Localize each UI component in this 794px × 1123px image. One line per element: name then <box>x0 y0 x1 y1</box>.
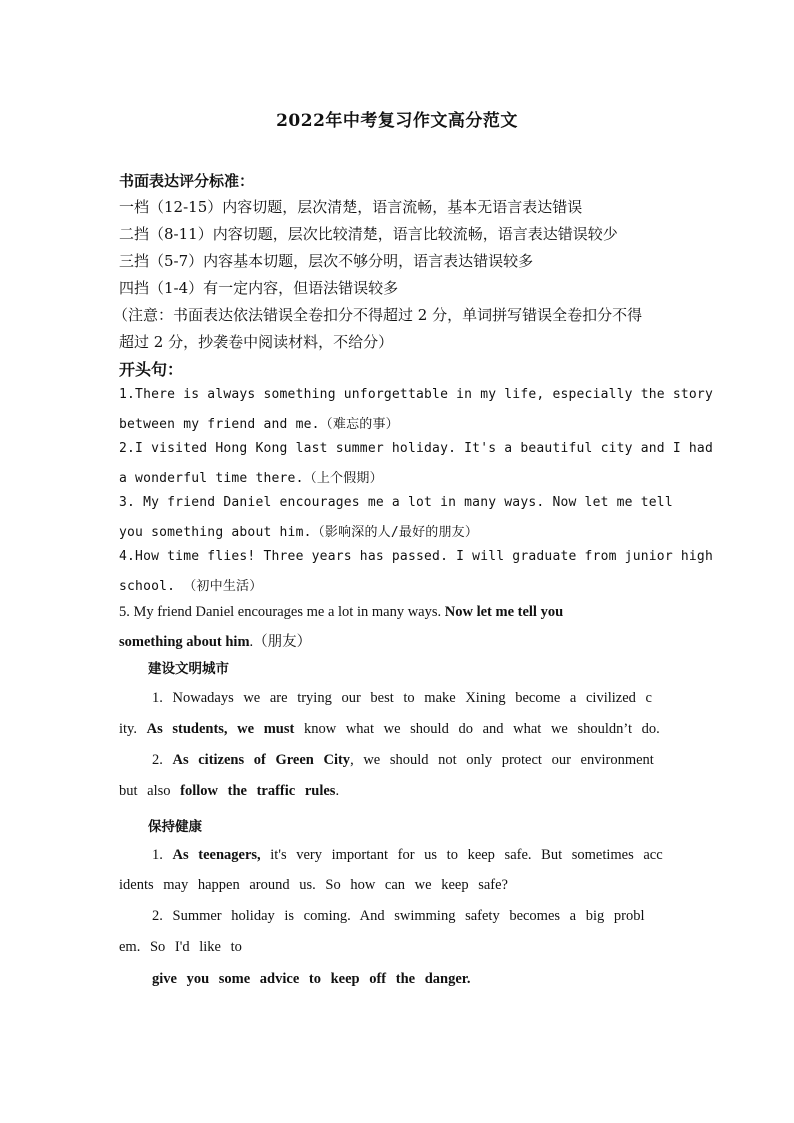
health-heading: 保持健康 <box>148 819 202 835</box>
opening-sentence-1-line-1: 1.There is always something unforgettable in my life, especially the story <box>119 387 713 402</box>
criteria-note-line-2: 超过 2 分，抄袭卷中阅读材料，不给分） <box>119 333 394 351</box>
opening-sentence-2-line-1: 2.I visited Hong Kong last summer holiday. It's a beautiful city and I had <box>119 441 713 456</box>
health-p1-number: 1. <box>152 847 173 863</box>
criteria-note-line-1: （注意：书面表达依法错误全卷扣分不得超过 2 分，单词拼写错误全卷扣分不得 <box>113 306 643 324</box>
civilized-city-p2-period: . <box>335 783 340 799</box>
civilized-city-p2-line-2 <box>119 783 339 800</box>
opening-sentence-5-text: 5. My friend Daniel encourages me a lot in many ways. <box>119 604 445 620</box>
criteria-level-3: 三挡（5-7）内容基本切题，层次不够分明，语言表达错误较多 <box>119 252 534 270</box>
civilized-city-heading: 建设文明城市 <box>148 661 229 677</box>
civilized-city-text-2: know what we should do and what we shouldn’t do. <box>294 721 660 737</box>
health-p2-line-1: 2. Summer holiday is coming. And swimming safety becomes a big probl <box>152 908 645 924</box>
criteria-heading: 书面表达评分标准： <box>119 172 255 190</box>
opening-sentence-4-line-2: school. （初中生活） <box>119 579 263 594</box>
opening-sentence-5-bold-phrase-2: something about him <box>119 634 250 650</box>
civilized-city-p2-line-1 <box>152 752 654 769</box>
civilized-city-bold-phrase: As students, we must <box>146 721 295 737</box>
opening-sentence-4-line-1: 4.How time flies! Three years has passed. I will graduate from junior high <box>119 549 713 564</box>
health-p1-bold-phrase: As teenagers, <box>172 847 261 863</box>
civilized-city-p2-text-2: but also <box>119 783 181 799</box>
opening-sentence-5-note: .（朋友） <box>249 634 312 650</box>
opening-sentence-5-line-2 <box>119 630 311 651</box>
opening-sentence-1-line-2: between my friend and me.（难忘的事） <box>119 417 399 432</box>
opening-sentence-5-line-1 <box>119 604 563 621</box>
opening-sentence-2-line-2: a wonderful time there.（上个假期） <box>119 471 383 486</box>
opening-sentence-3-line-2: you something about him.（影响深的人/最好的朋友） <box>119 525 479 540</box>
health-p1-line-1 <box>152 847 663 864</box>
criteria-level-1: 一档（12-15）内容切题，层次清楚，语言流畅，基本无语言表达错误 <box>119 198 583 216</box>
criteria-level-4: 四挡（1-4）有一定内容，但语法错误较多 <box>119 279 399 297</box>
opening-sentence-3-line-1: 3. My friend Daniel encourages me a lot in many ways. Now let me tell <box>119 495 673 510</box>
civilized-city-p1-line-2 <box>119 721 660 738</box>
health-p2-line-2: em. So I'd like to <box>119 939 242 955</box>
civilized-city-p2-number: 2. <box>152 752 173 768</box>
openings-heading: 开头句： <box>119 360 184 379</box>
health-p1-line-2: idents may happen around us. So how can we keep safe? <box>119 877 508 893</box>
civilized-city-text: ity. <box>119 721 147 737</box>
civilized-city-p2-bold-phrase-2: follow the traffic rules <box>180 783 336 799</box>
civilized-city-p1-line-1: 1. Nowadays we are trying our best to make Xining become a civilized c <box>152 690 652 706</box>
page-title: 2022年中考复习作文高分范文 <box>276 111 518 131</box>
opening-sentence-5-bold-phrase: Now let me tell you <box>444 604 564 620</box>
criteria-level-2: 二挡（8-11）内容切题，层次比较清楚，语言比较流畅，语言表达错误较少 <box>119 225 618 243</box>
health-p2-line-3: give you some advice to keep off the danger. <box>152 971 471 987</box>
health-p1-text: it's very important for us to keep safe. But sometimes acc <box>260 847 663 863</box>
civilized-city-p2-text: , we should not only protect our environment <box>350 752 654 768</box>
civilized-city-p2-bold-phrase: As citizens of Green City <box>172 752 351 768</box>
